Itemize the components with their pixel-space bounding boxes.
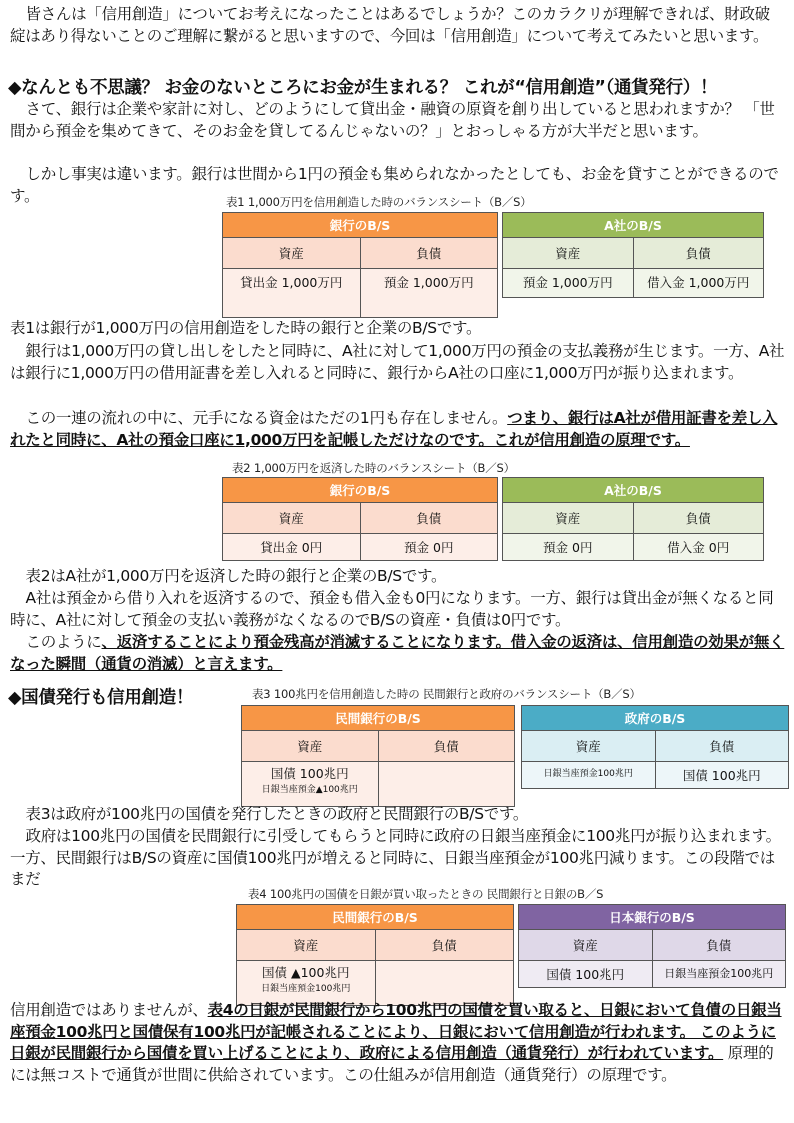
asset-header: 資産 [522,731,656,762]
table-title: 民間銀行のB/S [237,905,514,930]
plain-text-tail: 原理的には無コストで通貨が世間に供給されています。この仕組みが信用創造（通貨発行）の原理です。 [10,1044,774,1084]
section1-heading: ◆なんとも不思議？ お金のないところにお金が生まれる？ これが“信用創造”（通貨発行）！ [8,78,718,98]
liability-header: 負債 [375,930,514,961]
table-title: 民間銀行のB/S [242,706,515,731]
asset-value: 貸出金 1,000万円 [223,269,361,318]
section2-paragraph-3 [10,1000,785,1086]
asset-line-1: 国債 ▲100兆円 [262,965,350,980]
asset-header: 資産 [503,503,634,534]
asset-line-1: 国債 100兆円 [270,766,349,781]
asset-value: 預金 1,000万円 [503,269,634,298]
table1-bank-bs [222,212,498,318]
asset-value: 預金 0円 [503,534,634,561]
plain-text: この一連の流れの中に、元手になる資金はただの1円も存在しません。 [25,409,508,427]
liability-value [378,762,515,807]
asset-line-2: 日銀当座預金100兆円 [261,984,351,994]
table3-caption: 表3 100兆円を信用創造した時の 民間銀行と政府のバランスシート（B／S） [252,687,641,701]
section1-paragraph-4: 銀行は1,000万円の貸し出しをしたと同時に、A社に対して1,000万円の預金の支払義務が生じます。一方、A社は銀行に1,000万円の借用証書を差し入れると同時に、銀行からA社の口座に1,000万円が振り込まれます。 [10,342,785,382]
liability-header: 負債 [655,731,789,762]
liability-header: 負債 [360,238,498,269]
table-title: 銀行のB/S [223,478,498,503]
table4-caption: 表4 100兆円の国債を日銀が買い取ったときの 民間銀行と日銀のB／S [248,887,604,901]
asset-value: 貸出金 0円 [223,534,361,561]
table4-private-bank-bs [236,904,514,1006]
asset-header: 資産 [223,238,361,269]
liability-value: 預金 1,000万円 [360,269,498,318]
table-title: 銀行のB/S [223,213,498,238]
section1-paragraph-2: しかし事実は違います。銀行は世間から1円の預金も集められなかったとしても、お金を貸すことができるのです。 [10,165,779,205]
asset-value: 国債 100兆円 [519,961,653,988]
section1-paragraph-7: A社は預金から借り入れを返済するので、預金も借入金も0円になります。一方、銀行は貸出金が無くなると同時に、A社に対して預金の支払い義務がなくなるのでB/Sの資産・負債は0円です。 [10,589,774,629]
section1-paragraph-5 [10,408,785,451]
table4-boj-bs [518,904,786,988]
emphasis-text: 表4の日銀が民間銀行から100兆円の国債を買い取ると、日銀において負債の日銀当座預金100兆円と国債保有100兆円が記帳されることにより、日銀において信用創造が行われます。 このように日銀が民間銀行から国債を買い上げることにより、政府による信用創造（通貨発行）が行われています。 [10,1001,782,1062]
section1-paragraph-3: 表1は銀行が1,000万円の信用創造をした時の銀行と企業のB/Sです。 [10,319,482,337]
plain-text: このように [25,633,102,651]
section1-paragraph-8 [10,632,785,675]
table3-private-bank-bs [241,705,515,807]
section2-paragraph-2: 政府は100兆円の国債を民間銀行に引受してもらうと同時に政府の日銀当座預金に100兆円が振り込まれます。 一方、民間銀行はB/Sの資産に国債100兆円が増えると同時に、日銀当座預金が100兆円減ります。この段階ではまだ [10,827,781,888]
asset-header: 資産 [237,930,376,961]
liability-value: 国債 100兆円 [655,762,789,789]
intro-paragraph: 皆さんは「信用創造」についてお考えになったことはあるでしょうか？このカラクリが理解できれば、財政破綻はあり得ないことのご理解に繋がると思いますので、今回は「信用創造」について考えてみたいと思います。 [10,5,770,45]
table1-caption: 表1 1,000万円を信用創造した時のバランスシート（B／S） [226,195,532,209]
table2-caption: 表2 1,000万円を返済した時のバランスシート（B／S） [232,461,515,475]
table1-company-bs [502,212,764,298]
asset-value: 日銀当座預金100兆円 [522,762,656,789]
asset-header: 資産 [503,238,634,269]
asset-value [242,762,379,807]
table-title: 政府のB/S [522,706,789,731]
liability-value [375,961,514,1006]
table3-government-bs [521,705,789,789]
table2-company-bs [502,477,764,561]
liability-value: 借入金 0円 [633,534,764,561]
liability-header: 負債 [633,238,764,269]
table-title: A社のB/S [503,213,764,238]
asset-line-2: 日銀当座預金▲100兆円 [261,785,358,795]
table2-bank-bs [222,477,498,561]
emphasis-text: つまり、銀行はA社が借用証書を差し入れたと同時に、A社の預金口座に1,000万円を記帳しただけなのです。これが信用創造の原理です。 [10,409,778,449]
section1-paragraph-6: 表2はA社が1,000万円を返済した時の銀行と企業のB/Sです。 [25,567,447,585]
liability-value: 借入金 1,000万円 [633,269,764,298]
section2-heading: ◆国債発行も信用創造！ [8,688,194,708]
asset-header: 資産 [519,930,653,961]
section2-paragraph-1: 表3は政府が100兆円の国債を発行したときの政府と民間銀行のB/Sです。 [25,805,529,823]
section1-paragraph-1: さて、銀行は企業や家計に対し、どのようにして貸出金・融資の原資を創り出していると思われますか？ 「世間から預金を集めてきて、そのお金を貸してるんじゃないの？」とおっしゃる方が大半だと思います。 [10,100,775,140]
liability-value: 預金 0円 [360,534,498,561]
liability-value: 日銀当座預金100兆円 [652,961,786,988]
liability-header: 負債 [652,930,786,961]
liability-header: 負債 [378,731,515,762]
liability-header: 負債 [360,503,498,534]
table-title: 日本銀行のB/S [519,905,786,930]
emphasis-text: 、返済することにより預金残高が消滅することになります。借入金の返済は、信用創造の効果が無くなった瞬間（通貨の消滅）と言えます。 [10,633,785,673]
liability-header: 負債 [633,503,764,534]
table-title: A社のB/S [503,478,764,503]
asset-header: 資産 [223,503,361,534]
asset-header: 資産 [242,731,379,762]
plain-text: 信用創造ではありませんが、 [10,1001,208,1019]
asset-value [237,961,376,1006]
